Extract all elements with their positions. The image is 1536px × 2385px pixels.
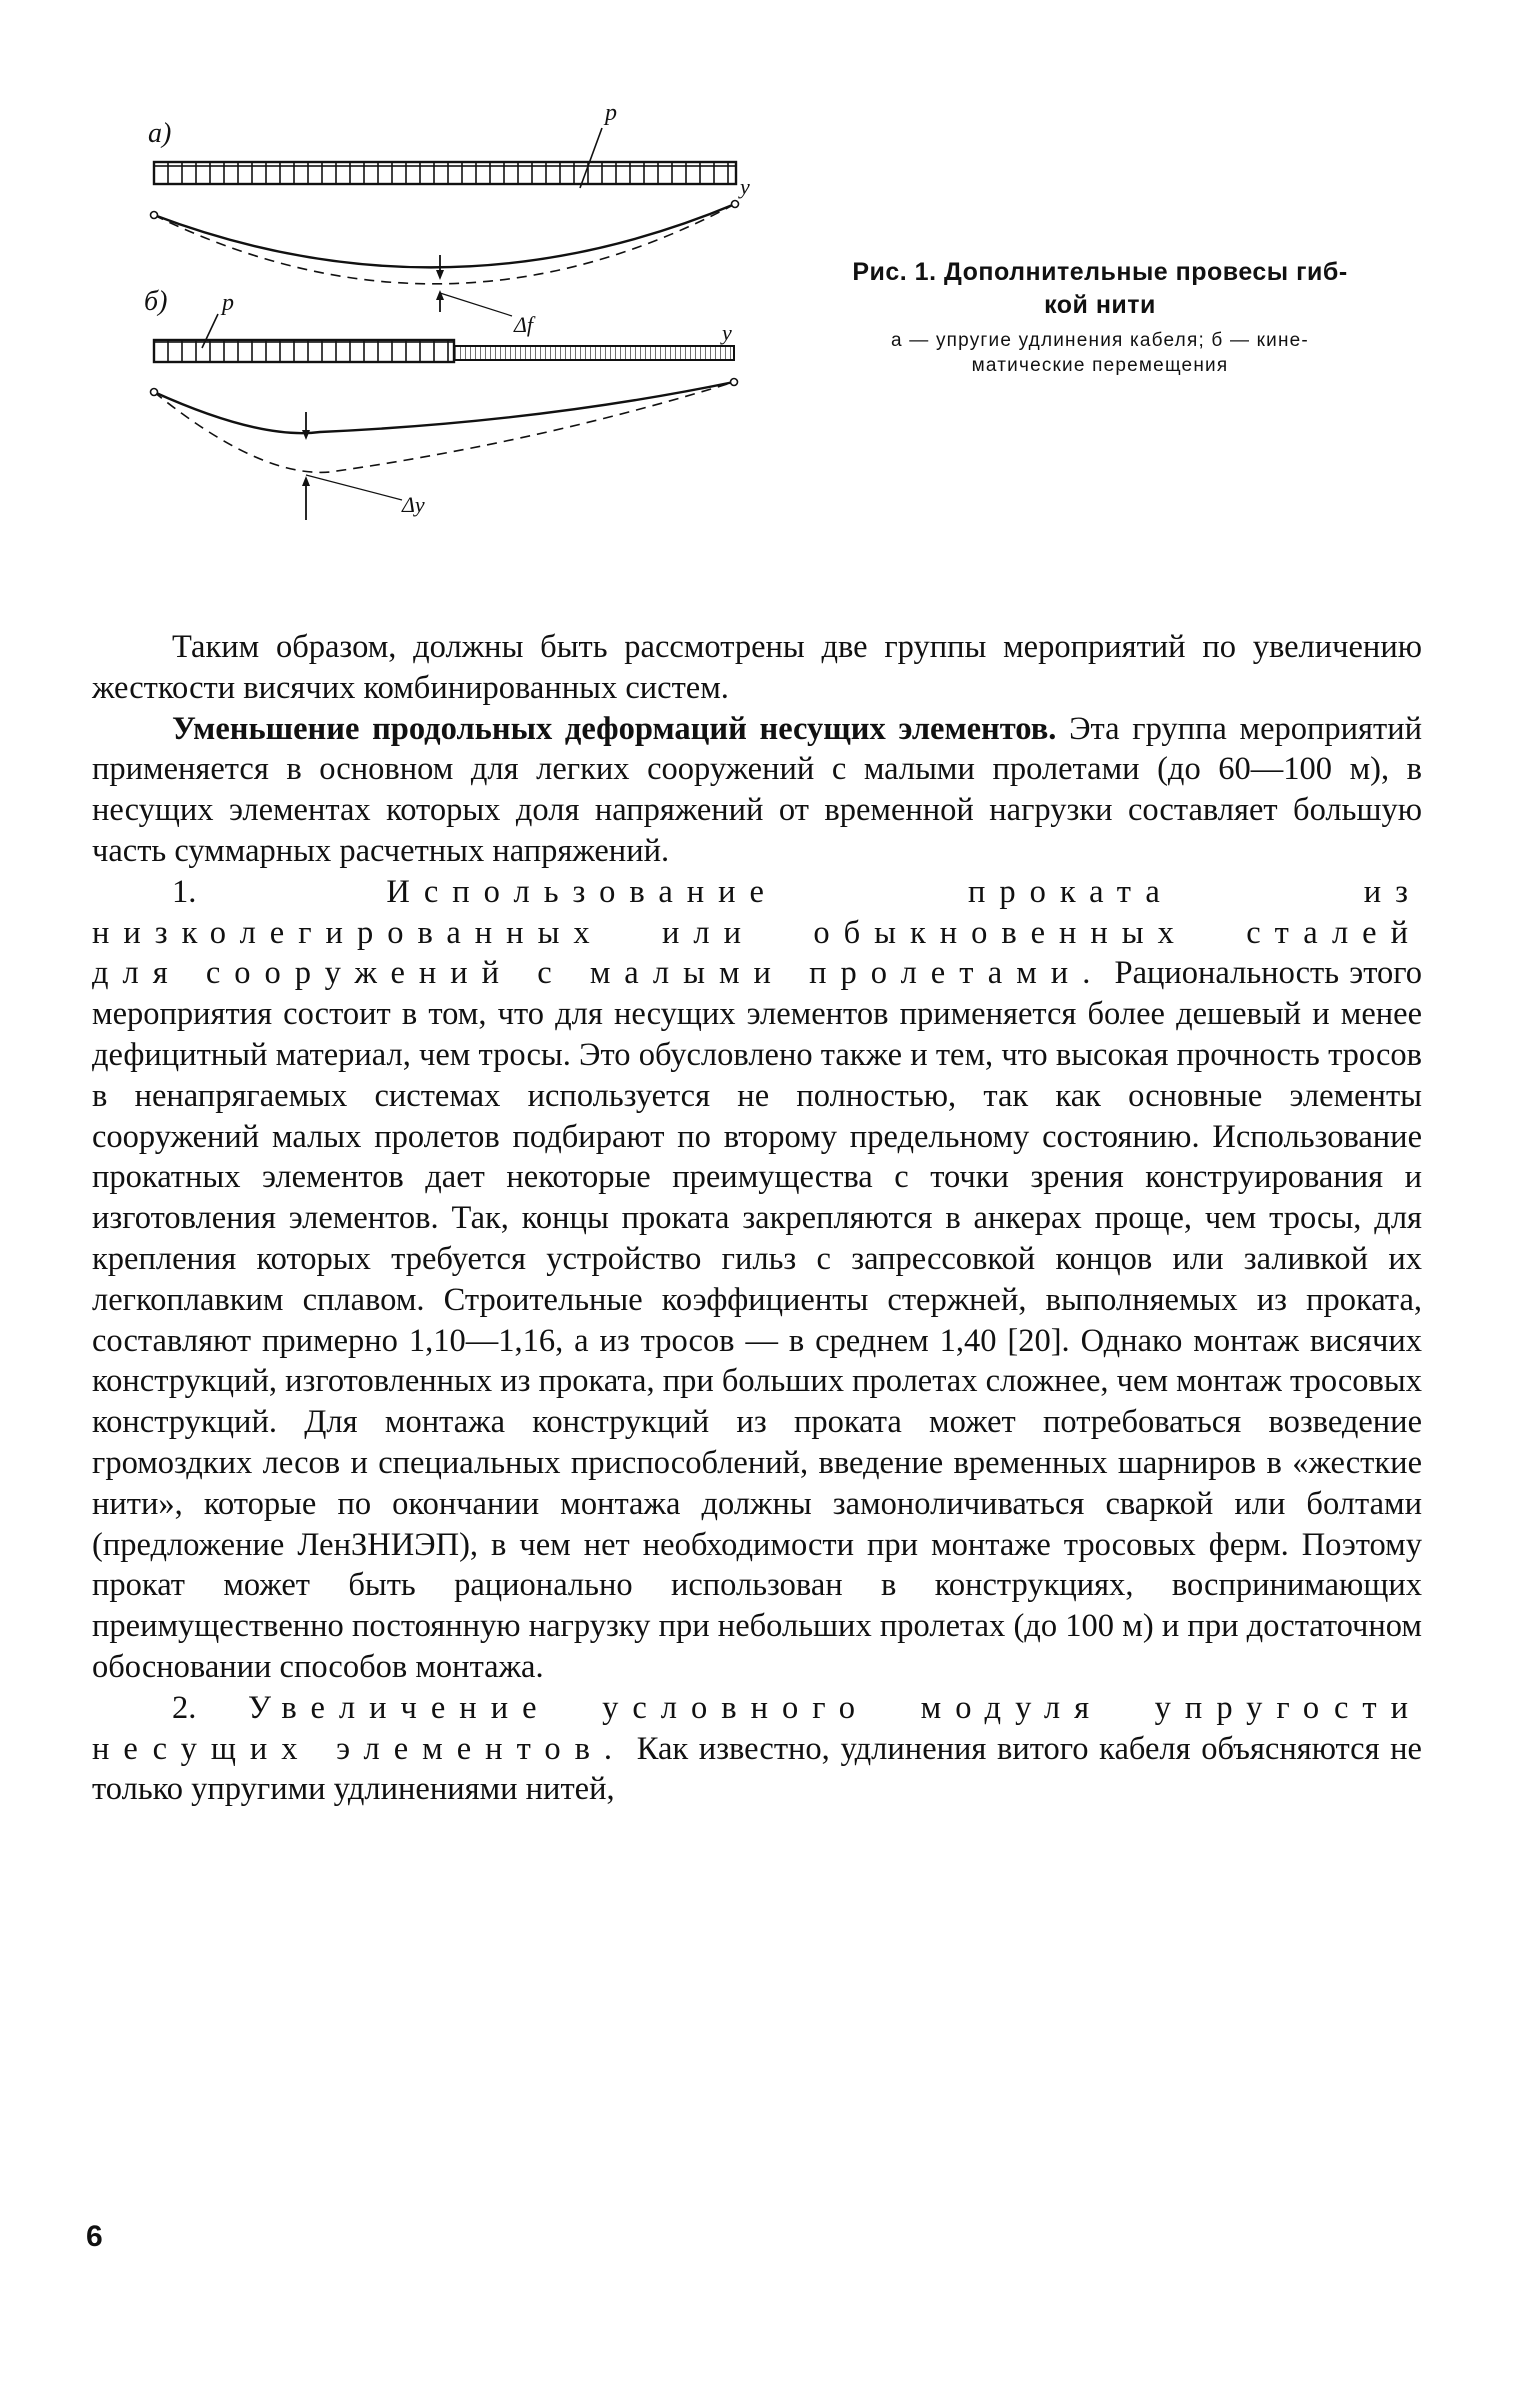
paragraph-2	[92, 709, 1422, 872]
cable-b-solid	[154, 382, 734, 433]
cable-a-solid	[154, 204, 735, 267]
deck-b-thin	[454, 346, 734, 360]
caption-sub-line1: а — упругие удлинения кабеля; б — кине-	[891, 330, 1309, 351]
fig-label-y-b: y	[722, 320, 732, 345]
fig-label-dy: Δy	[402, 492, 425, 517]
figure-caption	[780, 256, 1420, 378]
paragraph-3-number: 1.	[172, 873, 197, 910]
paragraph-3-heading: Использование проката из низколегированных или обыкновенных сталей для сооружений с малыми пролетами.	[92, 873, 1422, 992]
paragraph-2-text: Эта группа мероприятий применяется в основном для легких сооружений с малыми пролетами (до 60—100 м), в несущих элементах которых доля напряжений от временной нагрузки составляет большую часть суммарных расчетных напряжений.	[92, 710, 1422, 869]
caption-title-line2: кой нити	[1044, 291, 1156, 319]
paragraph-3	[92, 872, 1422, 1688]
deck-b	[154, 340, 454, 362]
fig-label-p-b: p	[222, 290, 234, 316]
caption-subtitle	[780, 328, 1420, 378]
paragraph-1: Таким образом, должны быть рассмотрены две группы мероприятий по увеличению жесткости висячих комбинированных систем.	[92, 629, 1422, 706]
fig-label-b: б)	[144, 286, 168, 317]
fig-label-y-a: y	[740, 174, 750, 199]
fig-label-a: а)	[148, 118, 172, 149]
body-text	[92, 627, 1422, 1810]
page-number: 6	[86, 2220, 103, 2253]
cable-b-dashed	[154, 382, 734, 472]
paragraph-4	[92, 1688, 1422, 1810]
paragraph-4-number: 2.	[172, 1689, 197, 1726]
fig-label-df: Δf	[514, 312, 534, 337]
caption-sub-line2: матические перемещения	[971, 355, 1229, 376]
caption-title-line1: Рис. 1. Дополнительные провесы гиб-	[852, 258, 1348, 286]
paragraph-2-heading: Уменьшение продольных деформаций несущих элементов.	[172, 710, 1057, 747]
paragraph-4-heading: Увеличение условного модуля упругости несущих элементов.	[92, 1689, 1422, 1767]
paragraph-4-text: Как известно, удлинения витого кабеля объясняются не только упругими удлинениями нитей,	[92, 1730, 1422, 1808]
fig-label-p-a: p	[605, 100, 617, 126]
figure-diagram	[140, 100, 760, 540]
caption-title	[780, 256, 1420, 322]
deck-a	[154, 162, 736, 184]
paragraph-3-text: Рациональность этого мероприятия состоит в том, что для несущих элементов применяется более дешевый и менее дефицитный материал, чем тросы. Это обусловлено также и тем, что высокая прочность тросов в ненапрягаемых системах используется не полностью, так как основные элементы сооружений малых пролетов подбирают по второму предельному состоянию. Использование прокатных элементов дает некоторые преимущества с точки зрения конструирования и изготовления элементов. Так, концы проката закрепляются в анкерах проще, чем тросы, для крепления которых требуется устройство гильз с запрессовкой концов или заливкой их легкоплавким сплавом. Строительные коэффициенты стержней, выполняемых из проката, составляют примерно 1,10—1,16, а из тросов — в среднем 1,40 [20]. Однако монтаж висячих конструкций, изготовленных из проката, при больших пролетах сложнее, чем монтаж тросовых конструкций. Для монтажа конструкций из проката может потребоваться возведение громоздких лесов и специальных приспособлений, введение временных шарниров в «жесткие нити», которые по окончании монтажа должны замоноличиваться сваркой или болтами (предложение ЛенЗНИЭП), в чем нет необходимости при монтаже тросовых ферм. Поэтому прокат может быть рационально использован в конструкциях, воспринимающих преимущественно постоянную нагрузку при небольших пролетах (до 100 м) и при достаточном обосновании способов монтажа.	[92, 955, 1423, 1685]
